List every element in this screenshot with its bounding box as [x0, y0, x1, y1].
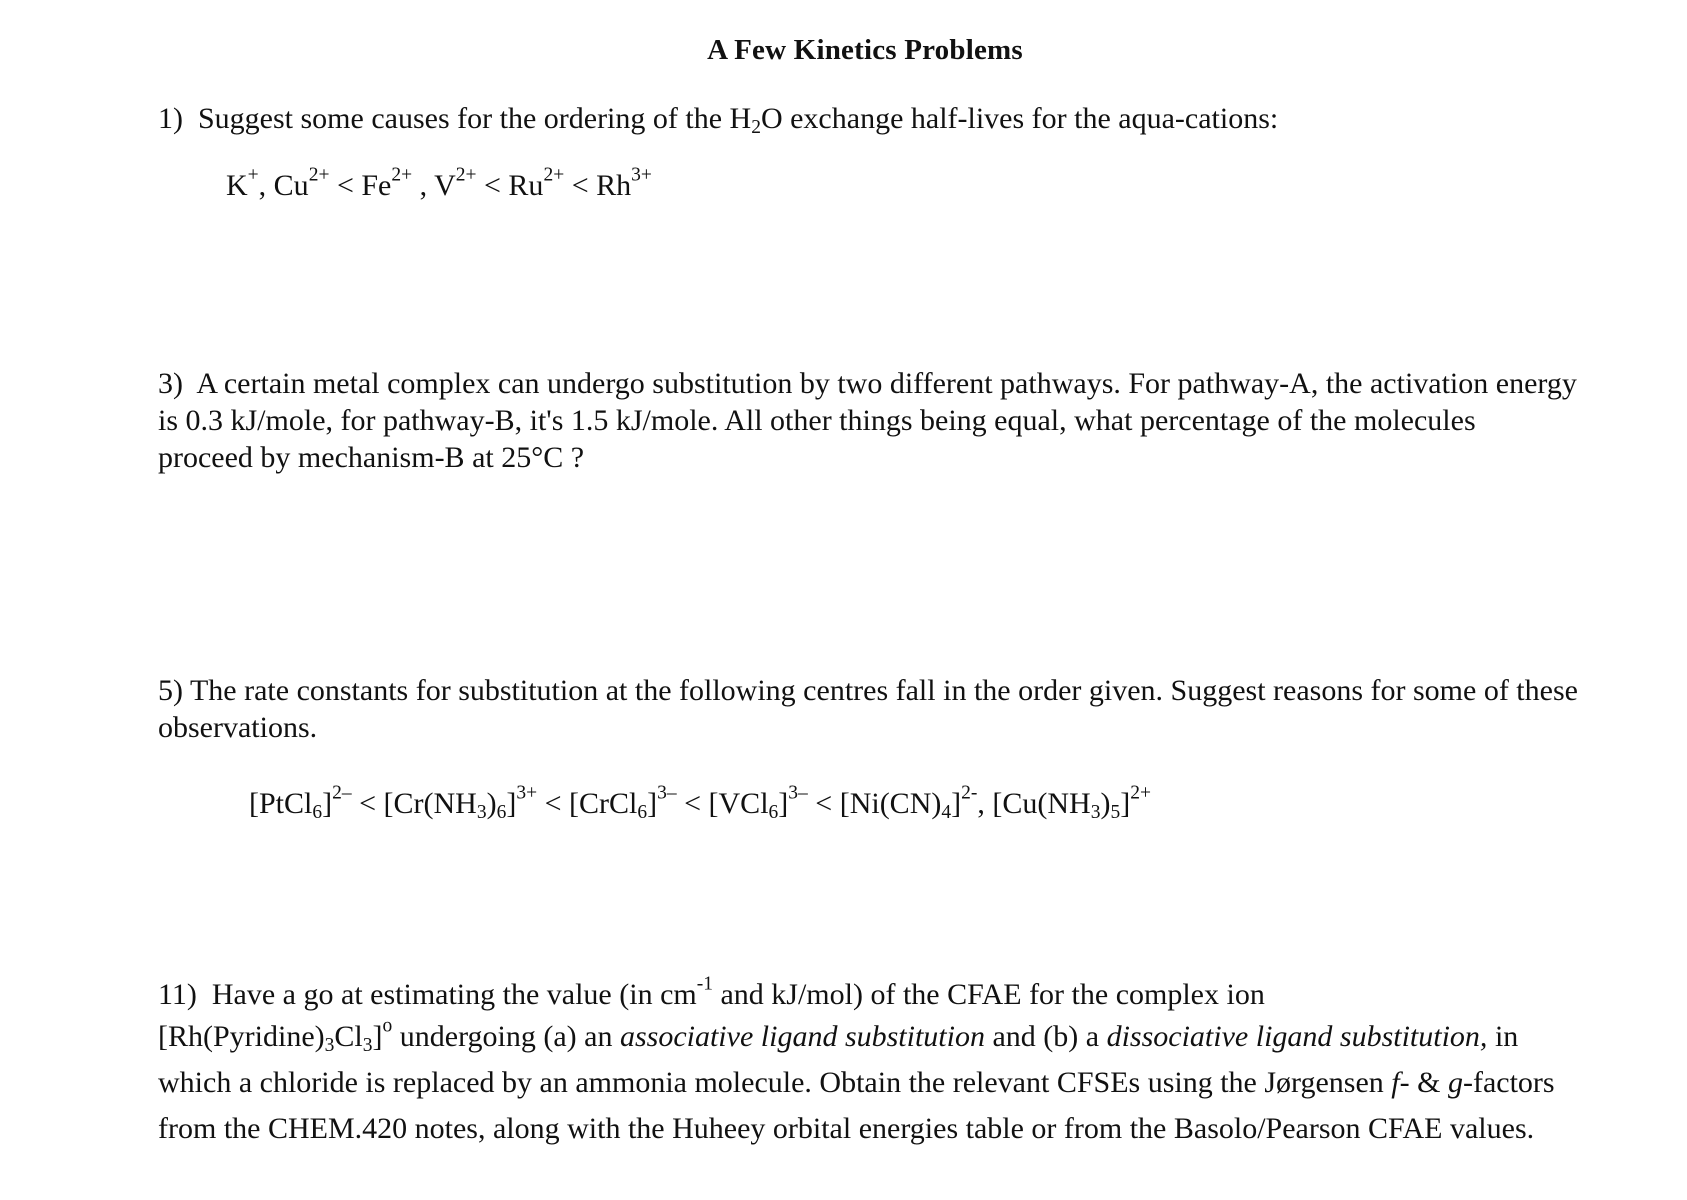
cation-fe: $Fe^{2+}$ , — [361, 164, 435, 202]
question-1-number: 1) — [158, 102, 183, 135]
question-5: 5) The rate constants for substitution at the following centres fall in the order given. Suggest reasons for some of these observations. — [158, 674, 1578, 744]
complex-cr-nh3-6: $[Cr(NH_3)_6]^{3+}$ < — [383, 782, 570, 823]
question-11-number: 11) — [158, 978, 197, 1011]
cation-v: $V^{2+}$ < — [434, 164, 509, 202]
question-1: 1) Suggest some causes for the ordering of the $H_2O$ exchange half-lives for the aqua-cations: — [158, 102, 1279, 138]
question-5-number: 5) — [158, 674, 183, 707]
question-3: 3) A certain metal complex can undergo substitution by two different pathways. For pathway-A, the activation energy is 0.3 kJ/mole, for pathway-B, it's 1.5 kJ/mole. All other things being equal, what percentage of the molecules proceed by mechanism-B at 25°C ? — [158, 367, 1577, 474]
page-title: A Few Kinetics Problems — [707, 34, 1023, 66]
complex-ptcl6: [PtCl$_6$]$^{2-}$ < — [249, 782, 384, 823]
complex-ni-cn-4: $[Ni(CN)_4]^{2-}$, — [839, 782, 993, 823]
complex-series — [249, 782, 1151, 823]
cation-ru: $Ru^{2+}$ < — [508, 164, 597, 202]
cation-rh: $Rh^{3+}$ — [596, 164, 652, 202]
cation-series — [226, 164, 652, 203]
complex-cu-nh3-5: $[Cu(NH_3)_5]^{2+}$ — [992, 782, 1151, 823]
question-3-number: 3) — [158, 367, 183, 400]
cation-cu: $Cu^{2+}$ < — [273, 164, 362, 202]
cation-k: K+, — [226, 164, 274, 202]
question-11: 11) Have a go at estimating the value (in $cm^{-1}$ and kJ/mol) of the CFAE for the complex ion $[Rh(Pyridine)_3Cl_3]^o$ undergoing (a) an associative ligand substitution and (b) a dissociative ligand substitution, in which a chloride is replaced by an ammonia molecule. Obtain the relevant CFSEs using the Jørgensen f- & g-factors from the CHEM.420 notes, along with the Huheey orbital energies table or from the Basolo/Pearson CFAE values. — [158, 973, 1555, 1145]
complex-crcl6: [CrCl$_6$]$^{3-}$ < — [569, 782, 709, 823]
complex-vcl6: $[VCl_6]^{3-}$ < — [708, 782, 840, 823]
